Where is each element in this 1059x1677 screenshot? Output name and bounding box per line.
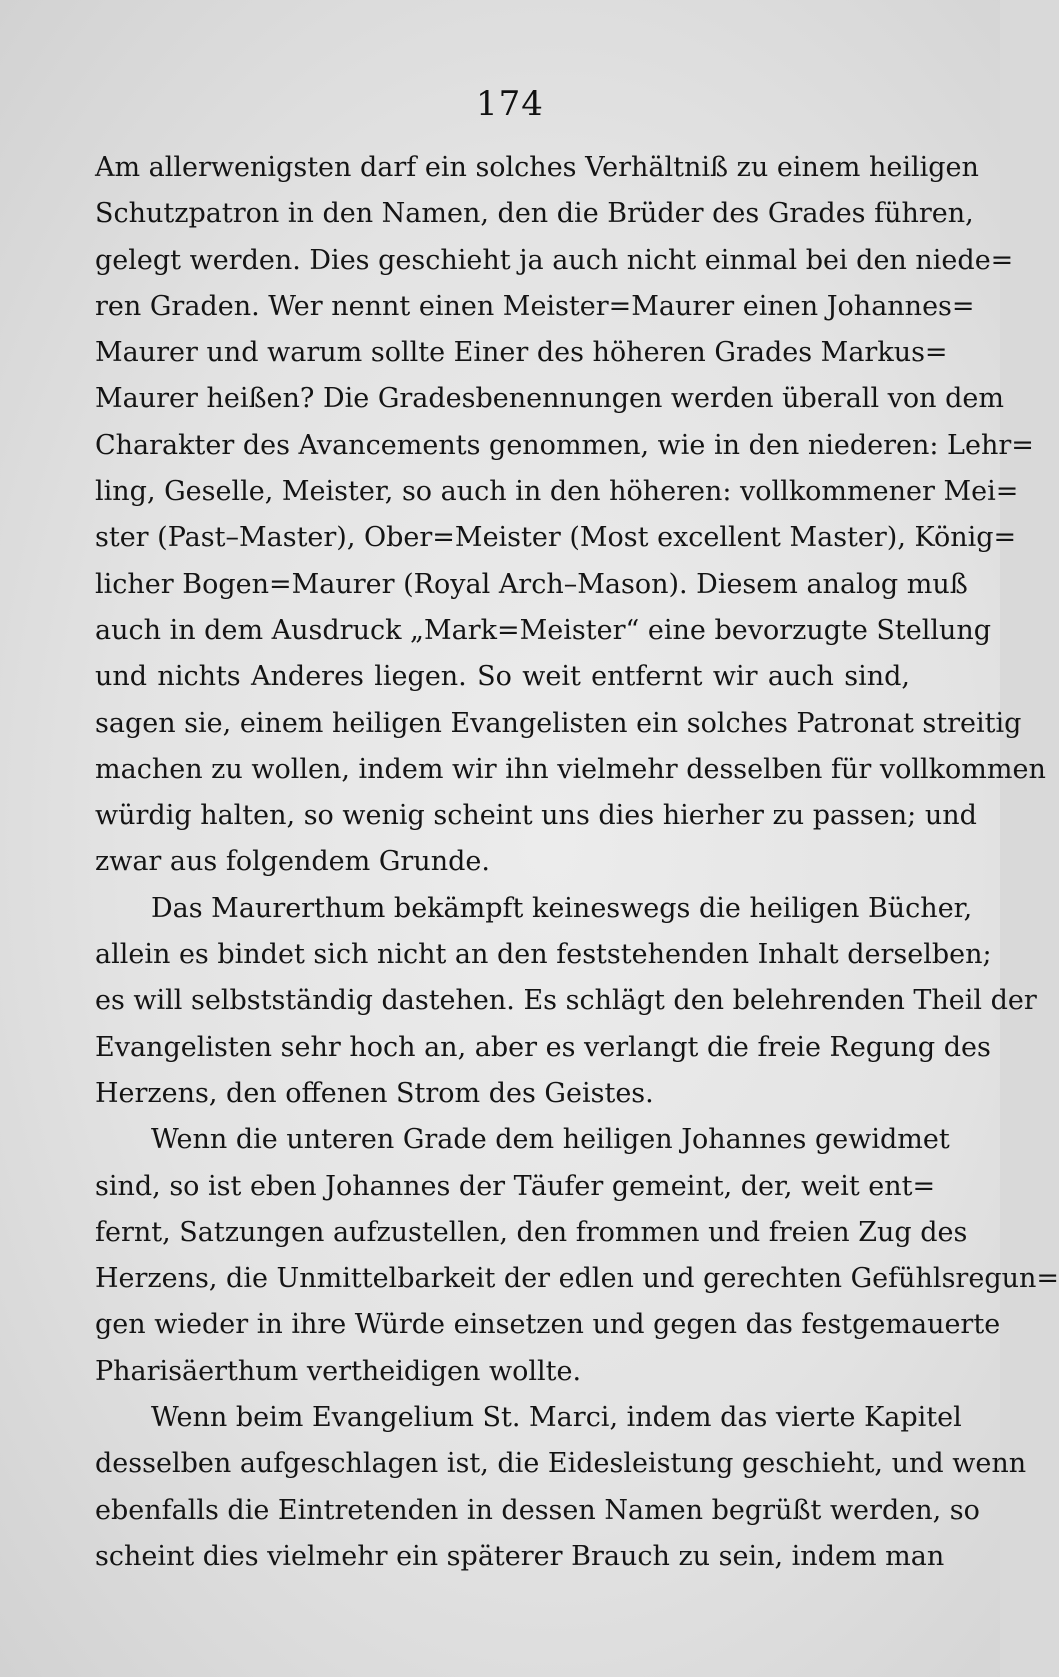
text-line: gelegt werden. Dies geschieht ja auch nicht einmal bei den niede= — [95, 244, 1014, 276]
text-line: ling, Geselle, Meister, so auch in den höheren: vollkommener Mei= — [95, 476, 1019, 508]
page-number: 174 — [476, 84, 544, 124]
text-line: fernt, Satzungen aufzustellen, den frommen und freien Zug des — [95, 1216, 968, 1248]
text-line: ebenfalls die Eintretenden in dessen Namen begrüßt werden, so — [95, 1494, 980, 1526]
text-line: Pharisäerthum vertheidigen wollte. — [95, 1355, 582, 1387]
text-line: auch in dem Ausdruck „Mark=Meister“ eine bevorzugte Stellung — [95, 614, 992, 646]
text-line: Herzens, den offenen Strom des Geistes. — [95, 1077, 654, 1109]
text-line: allein es bindet sich nicht an den feststehenden Inhalt derselben; — [95, 939, 992, 971]
text-line: Herzens, die Unmittelbarkeit der edlen und gerechten Gefühlsregun= — [95, 1263, 1059, 1295]
text-line: licher Bogen=Maurer (Royal Arch–Mason). Diesem analog muß — [95, 568, 968, 600]
text-line: Wenn die unteren Grade dem heiligen Johannes gewidmet — [151, 1124, 950, 1156]
text-line: zwar aus folgendem Grunde. — [95, 846, 490, 878]
text-line: würdig halten, so wenig scheint uns dies hierher zu passen; und — [95, 800, 977, 832]
text-line: machen zu wollen, indem wir ihn vielmehr desselben für vollkommen — [95, 753, 1046, 785]
text-line: scheint dies vielmehr ein späterer Brauch zu sein, indem man — [95, 1540, 945, 1572]
text-line: Schutzpatron in den Namen, den die Brüder des Grades führen, — [95, 198, 974, 230]
text-line: Evangelisten sehr hoch an, aber es verlangt die freie Regung des — [95, 1031, 991, 1063]
text-line: desselben aufgeschlagen ist, die Eidesleistung geschieht, und wenn — [95, 1448, 1027, 1480]
text-line: Charakter des Avancements genommen, wie in den niederen: Lehr= — [95, 429, 1034, 461]
text-line: Das Maurerthum bekämpft keineswegs die heiligen Bücher, — [151, 892, 973, 924]
text-line: gen wieder in ihre Würde einsetzen und gegen das festgemauerte — [95, 1309, 1001, 1341]
text-line: sagen sie, einem heiligen Evangelisten ein solches Patronat streitig — [95, 707, 1022, 739]
text-line: Maurer und warum sollte Einer des höheren Grades Markus= — [95, 337, 948, 369]
text-line: sind, so ist eben Johannes der Täufer gemeint, der, weit ent= — [95, 1170, 936, 1202]
text-line: Am allerwenigsten darf ein solches Verhältniß zu einem heiligen — [95, 152, 979, 183]
text-line: und nichts Anderes liegen. So weit entfernt wir auch sind, — [95, 661, 910, 693]
text-line: ster (Past–Master), Ober=Meister (Most excellent Master), König= — [95, 522, 1017, 554]
text-line: ren Graden. Wer nennt einen Meister=Maurer einen Johannes= — [95, 290, 975, 322]
body-text — [95, 145, 1059, 1580]
text-line: es will selbstständig dastehen. Es schlägt den belehrenden Theil der — [95, 985, 1037, 1017]
text-line: Maurer heißen? Die Gradesbenennungen werden überall von dem — [95, 383, 1005, 415]
text-line: Wenn beim Evangelium St. Marci, indem das vierte Kapitel — [151, 1402, 962, 1434]
